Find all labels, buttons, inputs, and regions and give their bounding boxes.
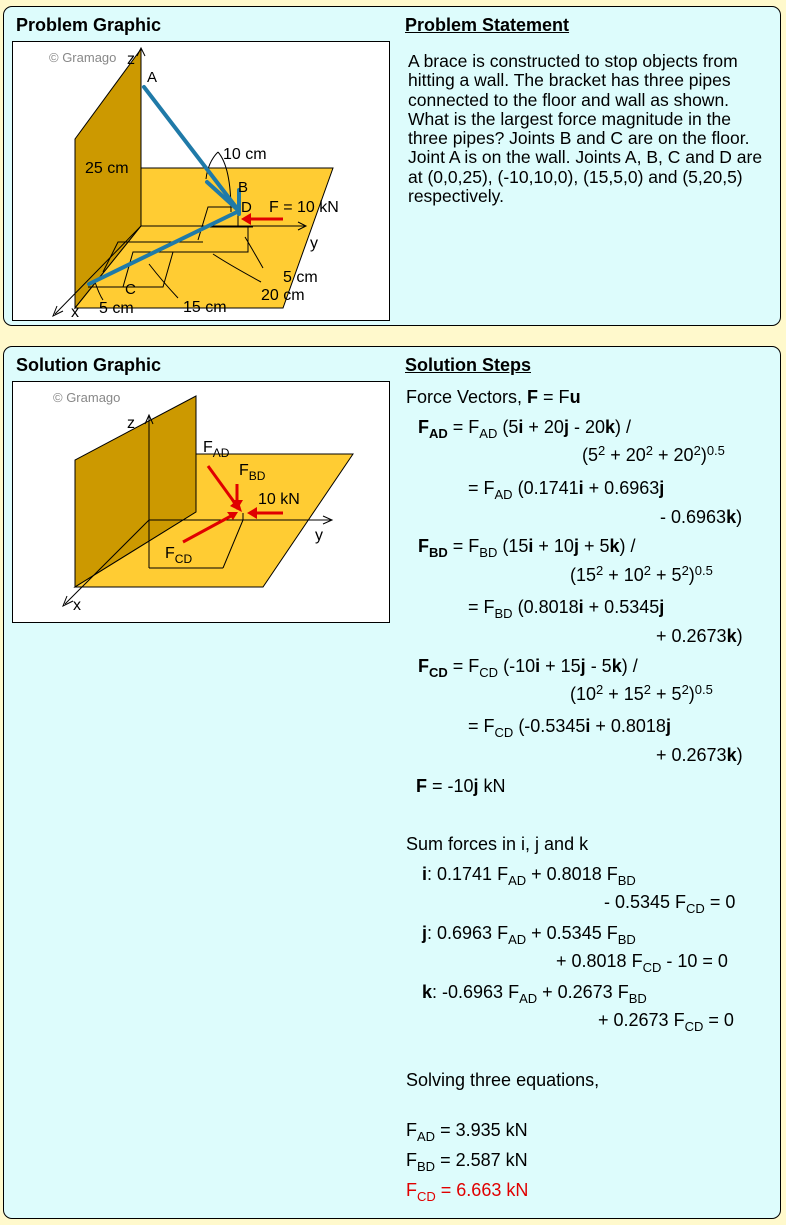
force-vectors-intro: Force Vectors, F = Fu [406,387,581,407]
eq-j-line1: j: 0.6963 $F_{AD} + 0.5345$ $F_{BD}$ [422,923,636,947]
fad-eq-line2: $(5^2 + 20^2 + 20^2)^{0.5}$ [582,443,725,465]
fad-eq-line4: - 0.6963k) [660,507,743,527]
problem-statement-title: Problem Statement [405,15,570,35]
sum-forces-title: Sum forces in i, j and k [406,834,589,854]
joint-c-label: C [125,281,136,298]
fbd-eq-line4: + 0.2673k) [656,626,743,646]
eq-i-line2: - 0.5345 $F_{CD} = 0$ [604,892,736,916]
result-fcd: $F_{CD} = 6.663$ kN [406,1180,529,1204]
fad-eq-line1: $F_{AD} = F_{AD}$ (5i + 20j - 20k) / [418,417,632,441]
eq-k-line2: + 0.2673 $F_{CD} = 0$ [598,1010,734,1034]
joint-d-label: D [241,199,252,216]
dim-20cm: 20 cm [261,287,305,304]
fcd-label: $F_{CD}$ [165,545,193,566]
result-fad: $F_{AD} = 3.935$ kN [406,1120,528,1144]
z-axis-label: z [127,415,135,432]
height-dimension: 25 cm [85,160,129,177]
solution-steps [4,347,780,1218]
y-axis-label: y [310,235,318,252]
copyright-text: © Gramago [49,50,117,65]
fcd-eq-line1: $F_{CD} = F_{CD}$ (-10i + 15j - 5k) / [418,656,638,680]
load-label: 10 kN [258,491,300,508]
fad-label: $F_{AD}$ [203,439,230,460]
solution-panel [3,346,781,1219]
y-axis-label: y [315,527,323,544]
load-vector: F = -10j kN [416,776,506,796]
x-axis-label: x [73,597,81,614]
joint-a-label: A [147,69,158,86]
x-axis-label: x [71,304,79,321]
fcd-eq-line3: = $F_{CD}$ (-0.5345i + 0.8018j [468,716,671,740]
force-label: F = 10 kN [269,199,339,216]
dim-5cm-b: 5 cm [99,300,134,317]
result-fbd: $F_{BD} = 2.587$ kN [406,1150,528,1174]
fad-eq-line3: = $F_{AD}$ (0.1741i + 0.6963j [468,478,665,502]
problem-graphic-title: Problem Graphic [16,15,162,35]
problem-statement-text: A brace is constructed to stop objects from hitting a wall. The bracket has three pipes connected to the floor and wall as shown. What is the largest force magnitude in the three pipes? Joints B and C are on the floor. Joint A is on the wall. Joints A, B, C and D are at (0,0,25), (-10,10,0), (15,5,0) and (5,20,5) respectively. [408,51,763,207]
fcd-eq-line4: + 0.2673k) [656,745,743,765]
eq-i-line1: i: 0.1741 $F_{AD} + 0.8018$ $F_{BD}$ [422,864,636,888]
joint-b-label: B [238,179,249,196]
solution-steps-title: Solution Steps [405,355,531,375]
problem-panel [3,6,781,326]
problem-figure [12,41,390,321]
fcd-eq-line2: $(10^2 + 15^2 + 5^2)^{0.5}$ [570,682,713,704]
z-axis-label: z [127,51,135,68]
dim-10cm: 10 cm [223,146,267,163]
fbd-eq-line1: $F_{BD} = F_{BD}$ (15i + 10j + 5k) / [418,536,636,560]
fbd-eq-line2: $(15^2 + 10^2 + 5^2)^{0.5}$ [570,563,713,585]
fbd-eq-line3: = $F_{BD}$ (0.8018i + 0.5345j [468,597,665,621]
dim-5cm-a: 5 cm [283,269,318,286]
solution-graphic-title: Solution Graphic [16,355,162,375]
fbd-label: $F_{BD}$ [239,462,266,483]
eq-k-line1: k: -0.6963 $F_{AD} + 0.2673$ $F_{BD}$ [422,982,647,1006]
copyright-text: © Gramago [53,390,121,405]
dim-15cm: 15 cm [183,299,227,316]
eq-j-line2: + 0.8018 $F_{CD} - 10 = 0$ [556,951,728,975]
solving-text: Solving three equations, [406,1070,600,1090]
